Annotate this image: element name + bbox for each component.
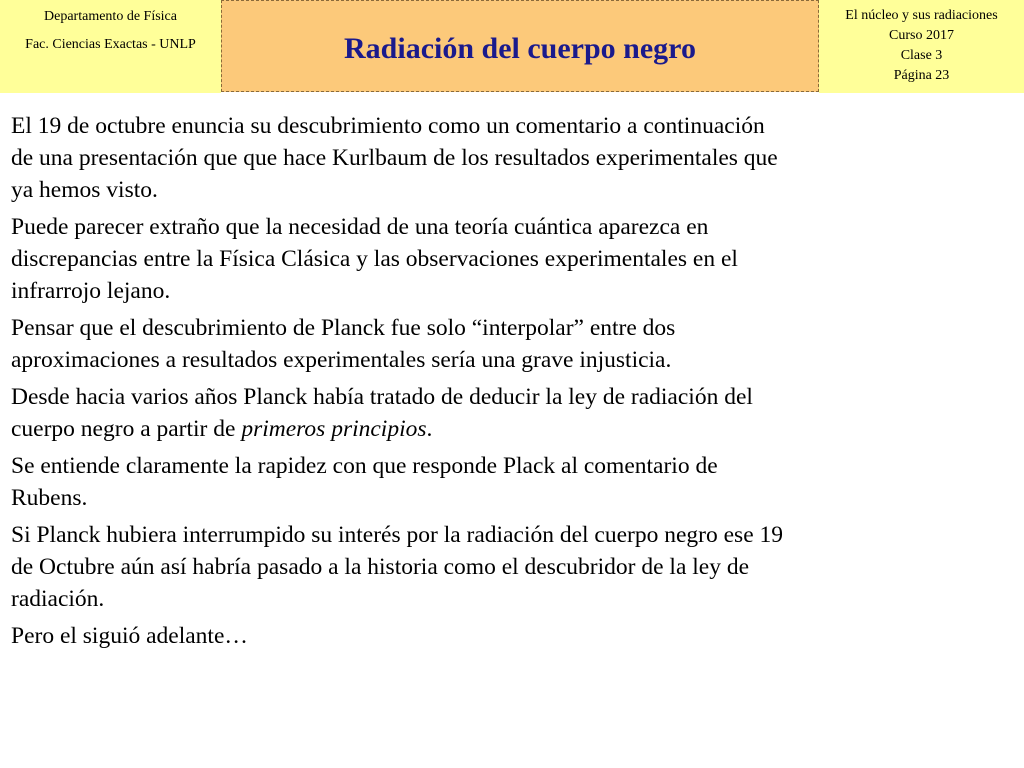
paragraph-line [11, 413, 1011, 445]
paragraph-line: El 19 de octubre enuncia su descubrimiento como un comentario a continuación [11, 113, 765, 139]
paragraph-4 [11, 381, 1011, 445]
paragraph-line: infrarrojo lejano. [11, 278, 171, 304]
paragraph-1 [11, 110, 1011, 206]
paragraph-7 [11, 620, 1011, 652]
faculty-name: Fac. Ciencias Exactas - UNLP [25, 37, 196, 52]
class-number: Clase 3 [900, 48, 943, 63]
paragraph-line: Desde hacia varios años Planck había tratado de deducir la ley de radiación del [11, 384, 753, 410]
paragraph-5 [11, 450, 1011, 514]
paragraph-line: ya hemos visto. [11, 177, 158, 203]
paragraph-line: Rubens. [11, 485, 88, 511]
paragraph-line: Se entiende claramente la rapidez con que responde Plack al comentario de [11, 453, 718, 479]
paragraph-line: discrepancias entre la Física Clásica y las observaciones experimentales en el [11, 246, 738, 272]
paragraph-6 [11, 519, 1011, 615]
paragraph-line: radiación. [11, 586, 105, 612]
paragraph-line: Puede parecer extraño que la necesidad de una teoría cuántica aparezca en [11, 214, 709, 240]
paragraph-line: de Octubre aún así habría pasado a la historia como el descubridor de la ley de [11, 554, 750, 580]
paragraph-3 [11, 312, 1011, 376]
slide-title: Radiación del cuerpo negro [344, 32, 696, 65]
emphasized-text: primeros principios [241, 416, 427, 442]
department-name: Departamento de Física [44, 9, 177, 24]
course-name: El núcleo y sus radiaciones [845, 8, 998, 23]
paragraph-line: aproximaciones a resultados experimentales sería una grave injusticia. [11, 347, 672, 373]
paragraph-line: Si Planck hubiera interrumpido su interés por la radiación del cuerpo negro ese 19 [11, 522, 784, 548]
header-title-box [221, 0, 819, 92]
page-number: Página 23 [893, 68, 950, 83]
text-run: cuerpo negro a partir de [11, 416, 242, 442]
slide-body [11, 110, 1011, 657]
header-department-box [0, 0, 221, 93]
paragraph-line: Pensar que el descubrimiento de Planck fue solo “interpolar” entre dos [11, 315, 676, 341]
header-course-box [819, 0, 1024, 93]
paragraph-line: Pero el siguió adelante… [11, 623, 248, 649]
paragraph-line: de una presentación que que hace Kurlbaum de los resultados experimentales que [11, 145, 778, 171]
course-year: Curso 2017 [889, 28, 954, 43]
paragraph-2 [11, 211, 1011, 307]
text-run: . [426, 416, 433, 442]
